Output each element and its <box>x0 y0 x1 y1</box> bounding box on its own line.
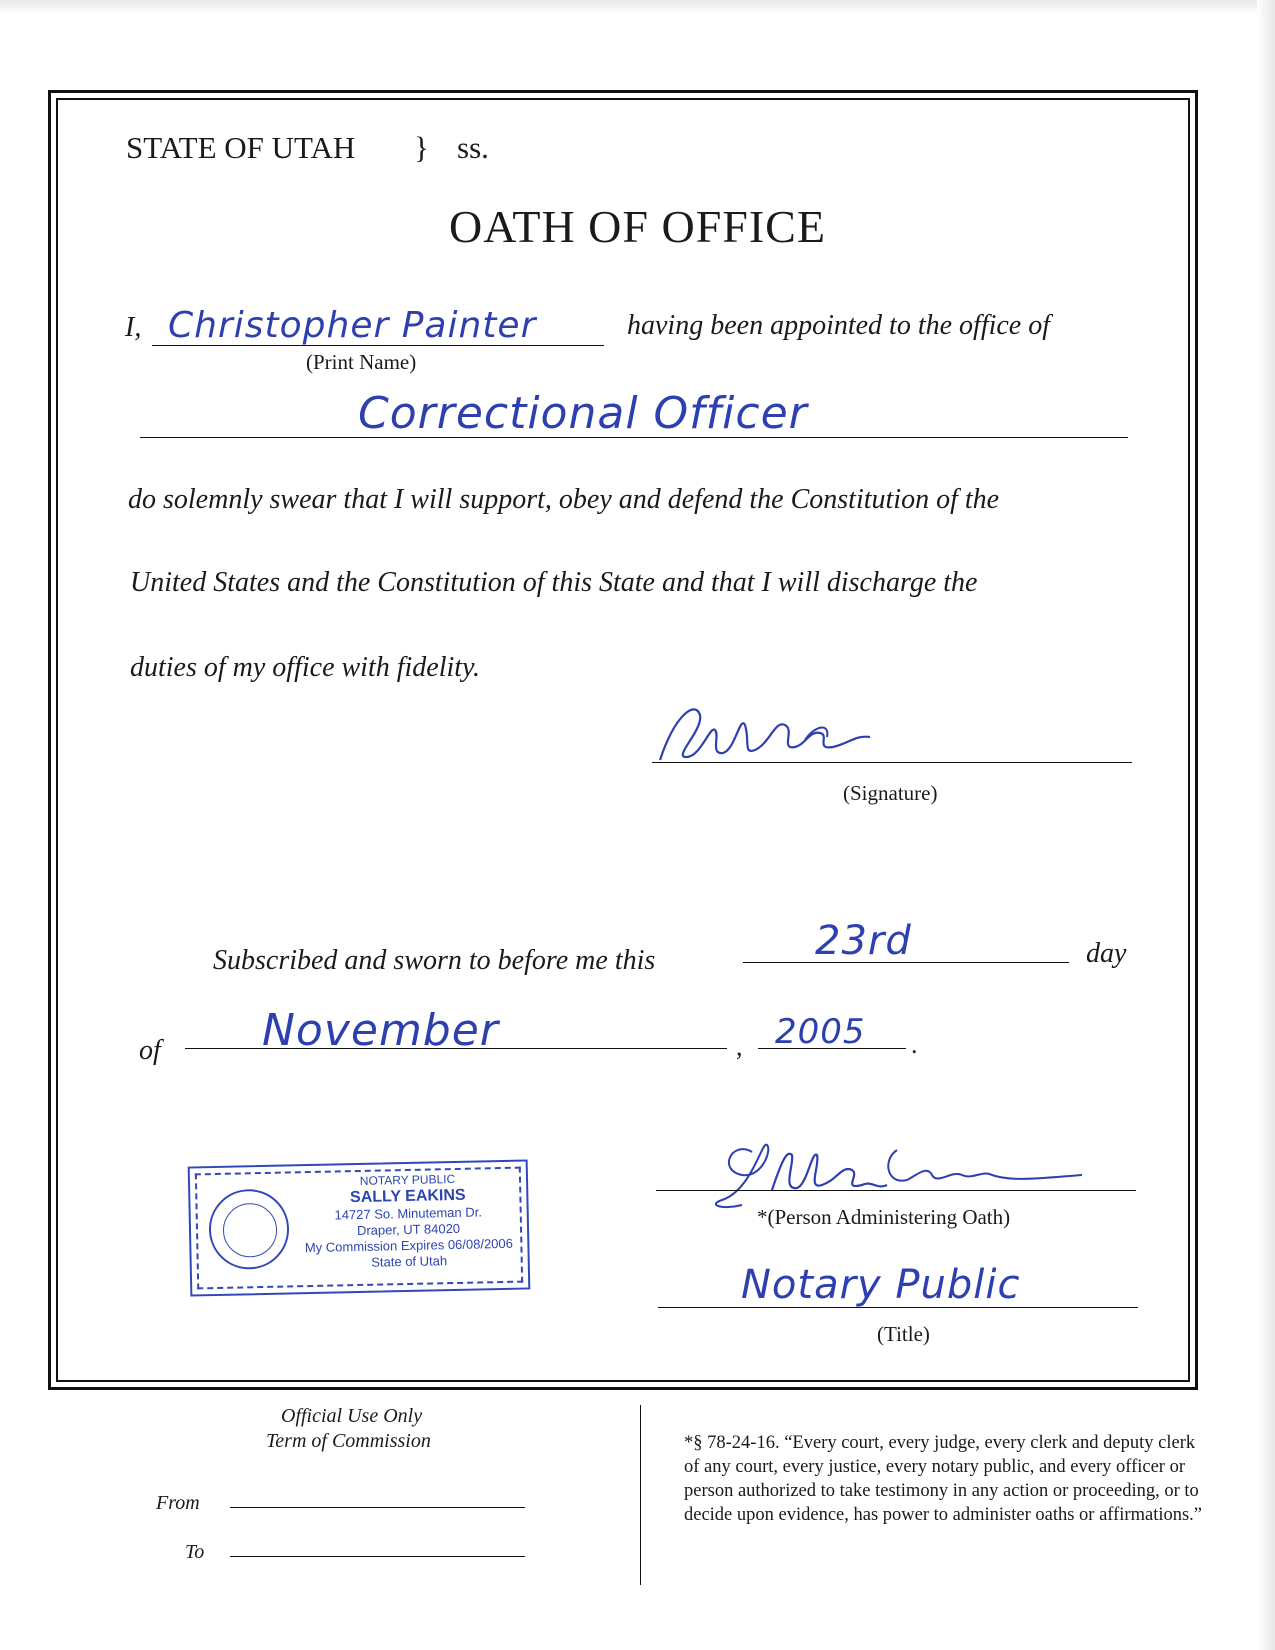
year-value: 2005 <box>775 1012 866 1052</box>
signature-caption: (Signature) <box>843 781 938 805</box>
from-label: From <box>156 1492 200 1514</box>
stamp-line-city: Draper, UT 84020 <box>356 1220 461 1239</box>
print-name-value: Christopher Painter <box>168 305 537 346</box>
stamp-line-notary: NOTARY PUBLIC <box>359 1171 456 1188</box>
column-divider <box>640 1405 641 1585</box>
state-heading: STATE OF UTAH <box>126 130 356 165</box>
of-label: of <box>139 1035 161 1066</box>
oath-body-line1: do solemnly swear that I will support, obey and defend the Constitution of the <box>128 484 1000 515</box>
day-label: day <box>1086 938 1127 969</box>
term-heading: Term of Commission <box>266 1430 431 1452</box>
signature-line <box>652 762 1132 763</box>
administering-line <box>656 1190 1136 1191</box>
signature-scribble <box>655 695 915 775</box>
title-caption: (Title) <box>877 1322 930 1346</box>
administering-caption: *(Person Administering Oath) <box>757 1205 1011 1229</box>
to-line <box>230 1556 525 1557</box>
stamp-line-state: State of Utah <box>371 1253 448 1270</box>
month-value: November <box>262 1005 499 1056</box>
stamp-line-expiry: My Commission Expires 06/08/2006 <box>304 1235 514 1256</box>
stamp-line-name: SALLY EAKINS <box>349 1186 466 1207</box>
from-line <box>230 1507 525 1508</box>
print-name-caption: (Print Name) <box>306 350 417 374</box>
to-label: To <box>185 1541 205 1563</box>
office-value: Correctional Officer <box>358 388 808 439</box>
day-value: 23rd <box>815 918 912 964</box>
oath-body-line2: United States and the Constitution of this State and that I will discharge the <box>130 567 978 598</box>
notary-stamp <box>188 1159 531 1296</box>
stamp-line-address: 14727 So. Minuteman Dr. <box>334 1204 483 1223</box>
comma: , <box>736 1032 743 1061</box>
appointed-text: having been appointed to the office of <box>627 310 1051 341</box>
official-use-heading: Official Use Only <box>281 1405 423 1427</box>
title-value: Notary Public <box>741 1262 1021 1308</box>
subscribed-text: Subscribed and sworn to before me this <box>213 945 656 976</box>
document-title: OATH OF OFFICE <box>449 201 826 252</box>
period: . <box>911 1030 918 1059</box>
statute-footnote: *§ 78-24-16. “Every court, every judge, every clerk and deputy clerk of any court, every justice, every notary public, and every officer or person authorized to take testimony in any action or proceeding, or to decide upon evidence, has power to administer oaths or affirmations.” <box>684 1433 1203 1525</box>
scan-edge <box>0 0 1275 14</box>
stamp-text <box>295 1170 522 1273</box>
i-prefix: I, <box>125 312 142 343</box>
oath-body-line3: duties of my office with fidelity. <box>130 652 480 683</box>
brace: } <box>414 130 429 165</box>
ss-label: ss. <box>457 130 489 165</box>
